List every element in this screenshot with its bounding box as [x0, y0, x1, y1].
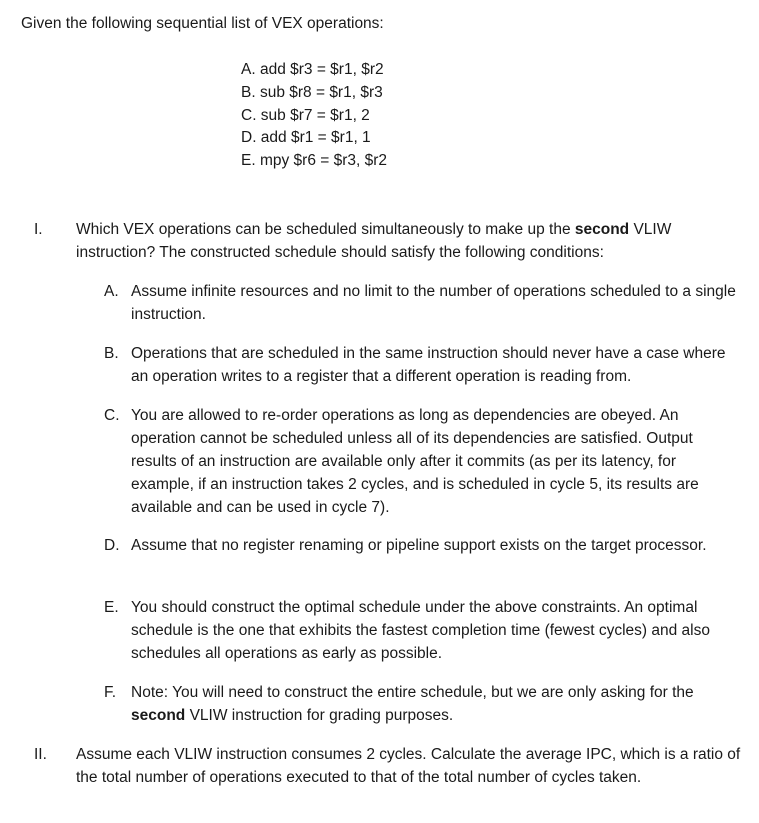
- question-2-number: II.: [34, 746, 47, 763]
- condition-letter: D.: [104, 537, 120, 554]
- operation-e: E. mpy $r6 = $r3, $r2: [241, 152, 388, 170]
- condition-text: Operations that are scheduled in the same instruction should never have a case where an operation writes to a register that a different operation is reading from.: [131, 345, 726, 385]
- operations-list: [241, 59, 387, 173]
- condition-text: You should construct the optimal schedule under the above constraints. An optimal schedule is the one that exhibits the fastest completion time (fewest cycles) and also schedules all operations as early as possible.: [131, 599, 710, 662]
- condition-letter: C.: [104, 407, 120, 424]
- operation-b: B. sub $r8 = $r1, $r3: [241, 83, 383, 101]
- condition-letter: A.: [104, 283, 119, 300]
- condition-f-bold: second: [131, 707, 186, 724]
- condition-text: You are allowed to re-order operations as long as dependencies are obeyed. An operation cannot be scheduled unless all of its dependencies are satisfied. Output results of an instruction are available only after it commits (as per its latency, for example, if an instruction takes 2 cycles, and is scheduled in cycle 5, its results are available and can be used in cycle 7).: [131, 407, 699, 516]
- condition-text: Assume that no register renaming or pipeline support exists on the target processor.: [131, 537, 707, 554]
- condition-letter: B.: [104, 345, 119, 362]
- intro-text: Given the following sequential list of VEX operations:: [21, 15, 384, 32]
- operation-d: D. add $r1 = $r1, 1: [241, 129, 371, 147]
- condition-text: Assume infinite resources and no limit to the number of operations scheduled to a single instruction.: [131, 283, 736, 323]
- question-1-number: I.: [34, 221, 43, 238]
- condition-text: Note: You will need to construct the entire schedule, but we are only asking for the second VLIW instruction for grading purposes.: [131, 684, 694, 724]
- condition-letter: F.: [104, 684, 117, 701]
- operation-c: C. sub $r7 = $r1, 2: [241, 106, 370, 124]
- question-1-text: Which VEX operations can be scheduled simultaneously to make up the second VLIW instruction? The constructed schedule should satisfy the following conditions:: [76, 221, 672, 261]
- condition-letter: E.: [104, 599, 119, 616]
- question-2-text: Assume each VLIW instruction consumes 2 cycles. Calculate the average IPC, which is a ratio of the total number of operations executed to that of the total number of cycles taken.: [76, 746, 741, 786]
- operation-a: A. add $r3 = $r1, $r2: [241, 61, 384, 78]
- question-1-bold: second: [574, 221, 630, 238]
